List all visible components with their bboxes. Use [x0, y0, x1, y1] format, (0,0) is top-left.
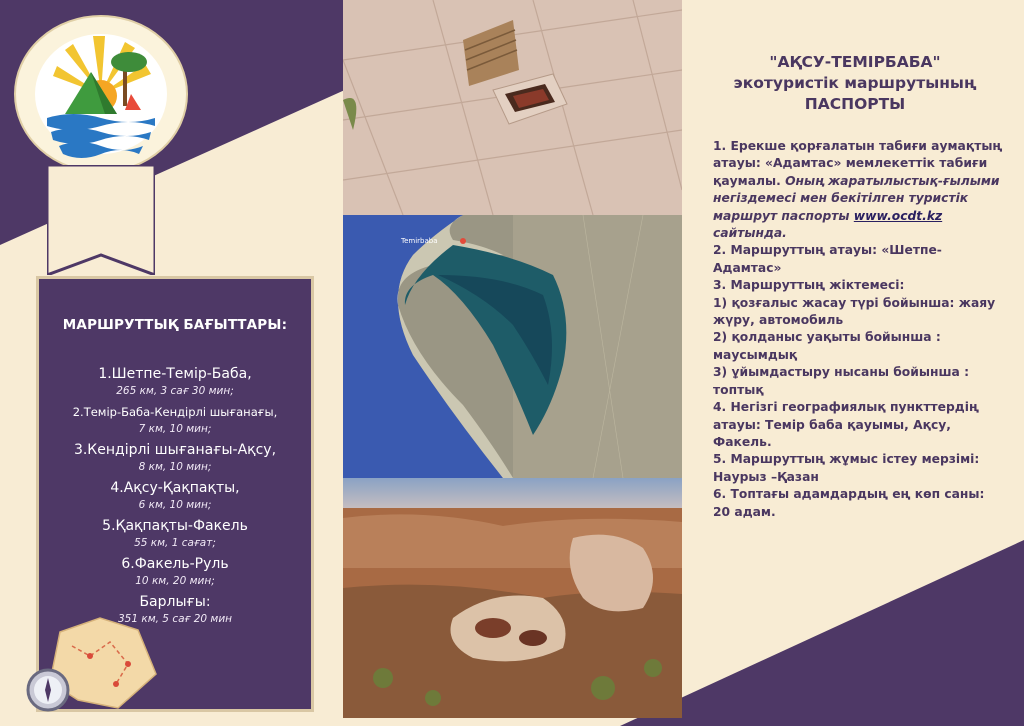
- route-name-1: 1.Шетпе-Темір-Баба,: [98, 366, 252, 382]
- route-detail-1: 265 км, 3 сағ 30 мин;: [116, 385, 234, 397]
- passport-item-5: 5. Маршруттың жұмыс істеу мерзімі: Наурыз –Қазан: [713, 452, 980, 484]
- passport-item-3: 3. Маршруттың жіктемесі:: [713, 278, 905, 293]
- passport-item-2: 2. Маршруттың атауы: «Шетпе-Адамтас»: [713, 243, 942, 275]
- route-detail-3: 8 км, 10 мин;: [138, 461, 212, 473]
- passport-title-line1: "АҚСУ-ТЕМІРБАБА": [769, 53, 941, 71]
- passport-item-3-2: 2) қолданыс уақыты бойынша : маусымдық: [713, 330, 941, 362]
- passport-item-1-text: 1. Ерекше қорғалатын табиғи аумақтың атауы: «Адамтас» мемлекеттік табиғи қаумалы.: [713, 139, 1003, 188]
- organization-logo: [13, 14, 189, 174]
- passport-item-3-1: 1) қозғалыс жасау түрі бойынша: жаяу жүру, автомобиль: [713, 295, 996, 328]
- route-name-3: 3.Кендірлі шығанағы-Ақсу,: [73, 442, 277, 458]
- passport-title-line2: экотуристік маршрутының: [733, 74, 977, 92]
- route-name-5: 5.Қақпақты-Факель: [102, 518, 248, 534]
- route-detail-6: 10 км, 20 мин;: [135, 575, 215, 587]
- route-name-2: 2.Темір-Баба-Кендірлі шығанағы,: [72, 405, 278, 419]
- route-detail-5: 55 км, 1 сағат;: [134, 537, 216, 549]
- passport-item-6: 6. Топтағы адамдардың ең көп саны: 20 адам.: [713, 487, 985, 519]
- route-detail-4: 6 км, 10 мин;: [138, 499, 212, 511]
- route-name-4: 4.Ақсу-Қақпақты,: [110, 480, 240, 496]
- route-name-6: 6.Факель-Руль: [121, 556, 229, 572]
- routes-title: МАРШРУТТЫҚ БАҒЫТТАРЫ:: [62, 317, 288, 333]
- route-detail-2: 7 км, 10 мин;: [138, 423, 212, 435]
- rock-formation-photo: [343, 478, 682, 718]
- passport-title-line3: ПАСПОРТЫ: [804, 95, 906, 113]
- passport-item-1-suffix: сайтында.: [713, 226, 787, 241]
- stone-well-photo: [343, 0, 682, 215]
- routes-total-value: 351 км, 5 сағ 20 мин: [117, 613, 233, 625]
- ribbon-banner: [47, 165, 155, 275]
- map-compass-illustration: [20, 612, 160, 714]
- map-pin-label: Temirbaba: [401, 237, 438, 245]
- passport-item-1: [713, 138, 1003, 242]
- passport-item-4: 4. Негізгі географиялық пункттердің атауы: Темір баба қауымы, Ақсу, Факель.: [713, 400, 979, 449]
- passport-item-3-3: 3) ұйымдастыру нысаны бойынша : топтық: [713, 365, 970, 397]
- satellite-map-photo: [343, 215, 682, 478]
- passport-body: [713, 138, 1003, 521]
- routes-total-label: Барлығы:: [139, 594, 211, 610]
- passport-title: [705, 52, 1005, 115]
- passport-item-1-italic: Оның жаратылыстық-ғылыми негіздемесі мен бекітілген туристік маршрут паспорты: [713, 173, 1000, 223]
- website-link[interactable]: www.ocdt.kz: [853, 208, 943, 223]
